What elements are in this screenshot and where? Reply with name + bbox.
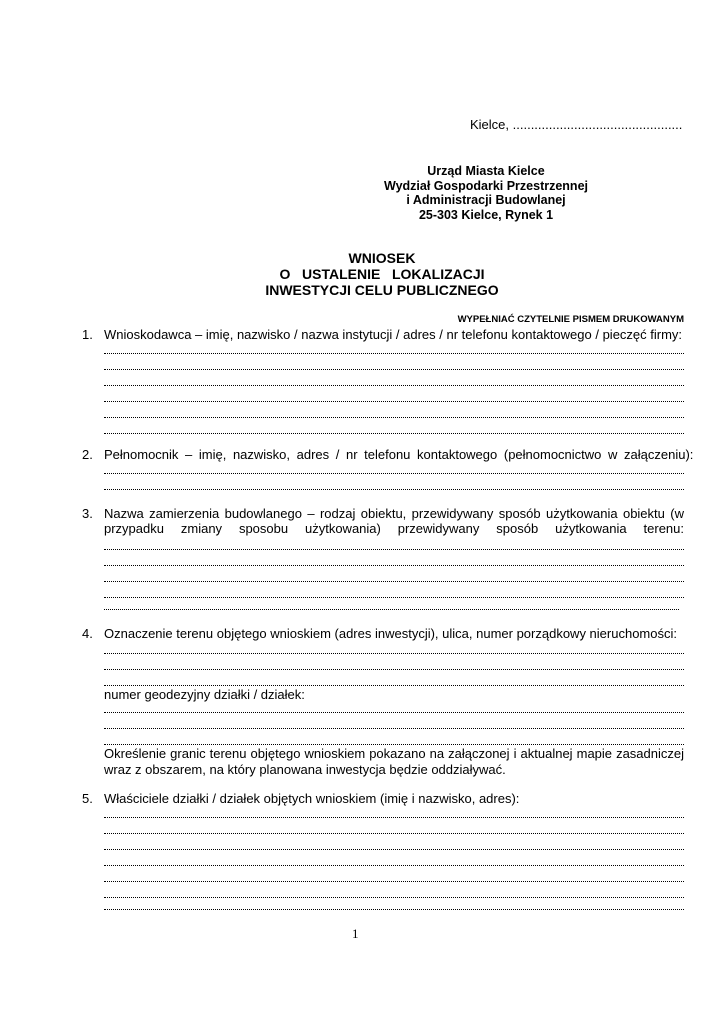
owners-line[interactable] [104, 816, 684, 818]
plot-line[interactable] [104, 711, 684, 713]
project-line[interactable] [104, 596, 684, 598]
plot-line[interactable] [104, 743, 684, 745]
section-label-applicant: Wnioskodawca – imię, nazwisko / nazwa instytucji / adres / nr telefonu kontaktowego / pieczęć firmy: [104, 327, 683, 342]
project-line[interactable] [104, 564, 684, 566]
owners-line[interactable] [104, 848, 684, 850]
applicant-line[interactable] [104, 432, 684, 434]
section-label-project-cont: przypadku zmiany sposobu użytkowania) przewidywany sposób użytkowania terenu: [104, 521, 684, 536]
site-line[interactable] [104, 668, 684, 670]
section-number: 5. [82, 791, 93, 806]
office-name: Urząd Miasta Kielce [427, 164, 545, 178]
project-line[interactable] [104, 548, 684, 550]
office-department: Wydział Gospodarki Przestrzennej [384, 179, 588, 193]
owners-line[interactable] [104, 896, 684, 898]
plot-number-label: numer geodezyjny działki / działek: [104, 687, 305, 702]
owners-line[interactable] [104, 864, 684, 866]
office-address: 25-303 Kielce, Rynek 1 [418, 208, 554, 222]
map-note-cont: wraz z obszarem, na który planowana inwestycja będzie oddziaływać. [104, 762, 506, 777]
applicant-line[interactable] [104, 384, 684, 386]
proxy-line[interactable] [104, 472, 684, 474]
section-label-proxy: Pełnomocnik – imię, nazwisko, adres / nr telefonu kontaktowego (pełnomocnictwo w załączeniu): [104, 447, 694, 462]
owners-line[interactable] [104, 880, 684, 882]
applicant-line[interactable] [104, 352, 684, 354]
document-subtitle: O USTALENIE LOKALIZACJI [279, 266, 485, 282]
section-label-project: Nazwa zamierzenia budowlanego – rodzaj obiektu, przewidywany sposób użytkowania obiektu (w [104, 506, 684, 521]
section-number: 2. [82, 447, 93, 462]
section-label-site: Oznaczenie terenu objętego wnioskiem (adres inwestycji), ulica, numer porządkowy nieruchomości: [104, 626, 677, 641]
office-department-cont: i Administracji Budowlanej [406, 193, 566, 207]
applicant-line[interactable] [104, 416, 684, 418]
owners-line[interactable] [104, 832, 684, 834]
place-date-line: Kielce, ............................................... [470, 117, 683, 132]
section-number: 1. [82, 327, 93, 342]
applicant-line[interactable] [104, 368, 684, 370]
site-line[interactable] [104, 652, 684, 654]
site-line[interactable] [104, 684, 684, 686]
proxy-line[interactable] [104, 488, 684, 490]
document-subtitle-cont: INWESTYCJI CELU PUBLICZNEGO [265, 282, 499, 298]
section-number: 3. [82, 506, 93, 521]
map-note: Określenie granic terenu objętego wnioskiem pokazano na załączonej i aktualnej mapie zasadniczej [104, 746, 684, 761]
section-label-owners: Właściciele działki / działek objętych wnioskiem (imię i nazwisko, adres): [104, 791, 520, 806]
applicant-line[interactable] [104, 400, 684, 402]
fill-instruction: WYPEŁNIAĆ CZYTELNIE PISMEM DRUKOWANYM [457, 314, 684, 325]
owners-line[interactable] [104, 908, 684, 910]
section-number: 4. [82, 626, 93, 641]
project-line[interactable] [104, 608, 679, 610]
plot-line[interactable] [104, 727, 684, 729]
project-line[interactable] [104, 580, 684, 582]
document-title: WNIOSEK [348, 250, 416, 266]
page-number: 1 [352, 926, 359, 941]
